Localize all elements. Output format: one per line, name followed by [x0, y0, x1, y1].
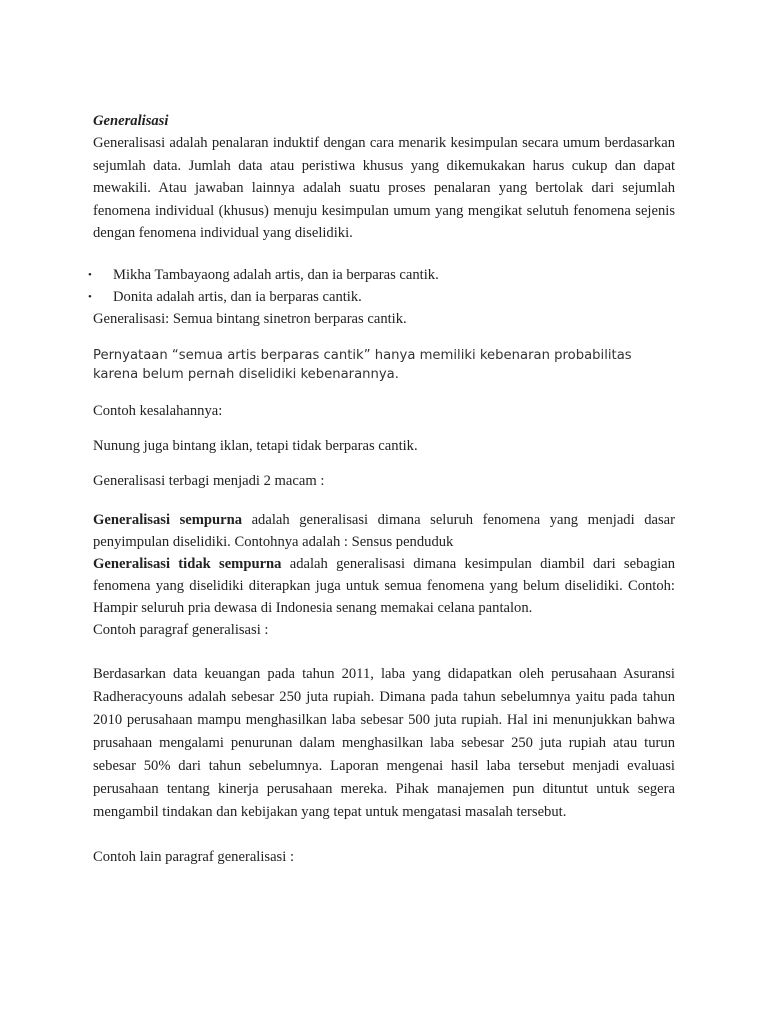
document-body	[88, 110, 675, 868]
list-item	[88, 264, 675, 286]
error-example: Nunung juga bintang iklan, tetapi tidak berparas cantik.	[93, 437, 418, 454]
generalization-conclusion: Generalisasi: Semua bintang sinetron berparas cantik.	[93, 310, 407, 327]
perfect-generalization-term: Generalisasi sempurna	[93, 511, 243, 528]
list-item-text: Mikha Tambayaong adalah artis, dan ia berparas cantik.	[113, 266, 439, 283]
perfect-generalization-text: adalah generalisasi dimana seluruh fenomena yang menjadi dasar penyimpulan diselidiki. Contohnya adalah : Sensus penduduk	[93, 511, 675, 550]
example-paragraph: Berdasarkan data keuangan pada tahun 2011, laba yang didapatkan oleh perusahaan Asuransi Radheracyouns adalah sebesar 250 juta rupiah. Dimana pada tahun sebelumnya yaitu pada tahun 2010 perusahaan mampu menghasilkan laba sebesar 500 juta rupiah. Hal ini menunjukkan bahwa prusahaan mengalami penurunan dalam menghasilkan laba sebesar 250 juta rupiah atau turun sebesar 50% dari tahun sebelumnya. Laporan mengenai hasil laba tersebut menjadi evaluasi perusahaan tentang kinerja perusahaan mereka. Pihak manajemen pun dituntut untuk segera mengambil tindakan dan kebijakan yang tepat untuk mengatasi masalah tersebut.	[93, 665, 675, 820]
example-bullet-list	[88, 264, 675, 308]
error-heading: Contoh kesalahannya:	[93, 402, 223, 419]
other-example-heading: Contoh lain paragraf generalisasi :	[93, 848, 294, 865]
perfect-generalization-paragraph	[93, 509, 675, 553]
imperfect-generalization-term: Generalisasi tidak sempurna	[93, 555, 282, 572]
imperfect-generalization-text: adalah generalisasi dimana kesimpulan diambil dari sebagian fenomena yang diselidiki diterapkan juga untuk semua fenomena yang belum diselidiki. Contoh: Hampir seluruh pria dewasa di Indonesia senang memakai celana pantalon.	[93, 555, 675, 616]
types-heading: Generalisasi terbagi menjadi 2 macam :	[93, 472, 325, 489]
paragraph-heading: Contoh paragraf generalisasi :	[93, 621, 269, 638]
bullet-icon: •	[88, 290, 92, 303]
bullet-icon: •	[88, 268, 92, 281]
section-title: Generalisasi	[93, 113, 169, 129]
intro-paragraph: Generalisasi adalah penalaran induktif dengan cara menarik kesimpulan secara umum berdasarkan sejumlah data. Jumlah data atau peristiwa khusus yang dikemukakan harus cukup dan dapat mewakili. Atau jawaban lainnya adalah suatu proses penalaran yang bertolak dari sejumlah fenomena individual (khusus) menuju kesimpulan umum yang mengikat selutuh fenomena sejenis dengan fenomena individual yang diselidiki.	[93, 135, 675, 242]
imperfect-generalization-paragraph	[93, 553, 675, 619]
list-item	[88, 286, 675, 308]
statement-paragraph: Pernyataan “semua artis berparas cantik” hanya memiliki kebenaran probabilitas karena belum pernah diselidiki kebenarannya.	[93, 347, 632, 382]
list-item-text: Donita adalah artis, dan ia berparas cantik.	[113, 288, 362, 305]
